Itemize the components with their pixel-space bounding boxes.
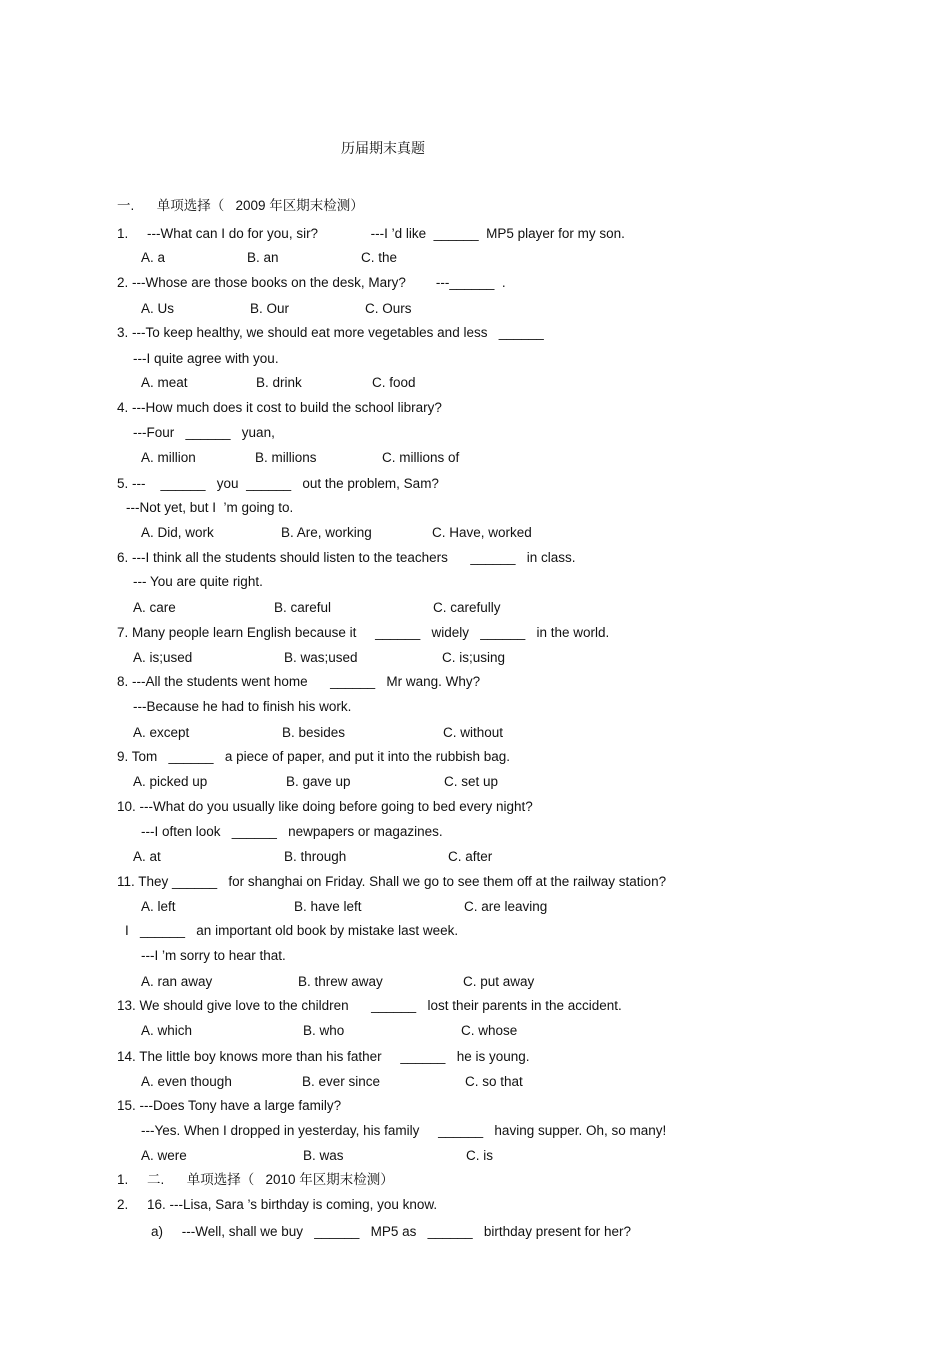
exam-line: 2. ---Whose are those books on the desk, Mary? ---______ . xyxy=(117,275,506,290)
exam-line: B. gave up xyxy=(286,774,351,789)
exam-line: B. was;used xyxy=(284,650,358,665)
exam-line: A. meat xyxy=(141,375,188,390)
exam-line: ---I quite agree with you. xyxy=(133,351,279,366)
exam-line: A. were xyxy=(141,1148,187,1163)
exam-line: A. left xyxy=(141,899,176,914)
exam-line: 6. ---I think all the students should listen to the teachers ______ in class. xyxy=(117,550,576,565)
exam-line: 5. --- ______ you ______ out the problem, Sam? xyxy=(117,476,439,491)
exam-line: 9. Tom ______ a piece of paper, and put it into the rubbish bag. xyxy=(117,749,511,764)
exam-line: C. Ours xyxy=(365,301,412,316)
exam-line: C. carefully xyxy=(433,600,501,615)
exam-line: A. Did, work xyxy=(141,525,214,540)
exam-line: A. at xyxy=(133,849,161,864)
exam-line: C. the xyxy=(361,250,398,265)
exam-line: A. million xyxy=(141,450,196,465)
exam-line: --- You are quite right. xyxy=(133,574,263,589)
exam-line: A. is;used xyxy=(133,650,193,665)
exam-line: B. Our xyxy=(250,301,290,316)
exam-line: C. millions of xyxy=(382,450,460,465)
exam-line: C. without xyxy=(443,725,504,740)
exam-line: 一. 单项选择（ 2009 年区期末检测） xyxy=(117,198,364,213)
exam-line: B. drink xyxy=(256,375,302,390)
exam-line: A. even though xyxy=(141,1074,232,1089)
exam-line: B. millions xyxy=(255,450,317,465)
exam-line: C. Have, worked xyxy=(432,525,532,540)
exam-line: 14. The little boy knows more than his father ______ he is young. xyxy=(117,1049,530,1064)
exam-line: A. care xyxy=(133,600,176,615)
exam-line: B. Are, working xyxy=(281,525,372,540)
exam-line: A. ran away xyxy=(141,974,213,989)
exam-line: ---Yes. When I dropped in yesterday, his family ______ having supper. Oh, so many! xyxy=(141,1123,667,1138)
exam-line: C. so that xyxy=(465,1074,523,1089)
exam-line: B. who xyxy=(303,1023,345,1038)
exam-line: B. have left xyxy=(294,899,362,914)
exam-line: A. except xyxy=(133,725,190,740)
exam-line: C. put away xyxy=(463,974,535,989)
exam-line: a) ---Well, shall we buy ______ MP5 as ______ birthday present for her? xyxy=(151,1224,631,1239)
exam-line: 1. 二. 单项选择（ 2010 年区期末检测） xyxy=(117,1172,394,1187)
exam-line: ---Because he had to finish his work. xyxy=(133,699,352,714)
exam-line: C. whose xyxy=(461,1023,518,1038)
exam-line: I ______ an important old book by mistake last week. xyxy=(125,923,459,938)
exam-line: C. after xyxy=(448,849,493,864)
page-title: 历届期末真题 xyxy=(341,141,425,157)
exam-line: C. food xyxy=(372,375,416,390)
exam-line: B. besides xyxy=(282,725,346,740)
exam-line: A. Us xyxy=(141,301,175,316)
exam-line: B. threw away xyxy=(298,974,383,989)
exam-line: C. is xyxy=(466,1148,493,1163)
exam-line: ---Four ______ yuan, xyxy=(133,425,275,440)
exam-line: 2. 16. ---Lisa, Sara ’s birthday is coming, you know. xyxy=(117,1197,438,1212)
exam-line: 4. ---How much does it cost to build the school library? xyxy=(117,400,442,415)
exam-line: B. through xyxy=(284,849,347,864)
exam-line: 11. They ______ for shanghai on Friday. Shall we go to see them off at the railway station? xyxy=(117,874,667,889)
exam-line: C. is;using xyxy=(442,650,506,665)
exam-line: A. a xyxy=(141,250,166,265)
exam-line: C. are leaving xyxy=(464,899,548,914)
exam-line: A. picked up xyxy=(133,774,208,789)
exam-line: ---I often look ______ newpapers or magazines. xyxy=(141,824,443,839)
exam-line: C. set up xyxy=(444,774,499,789)
exam-line: B. careful xyxy=(274,600,332,615)
exam-line: ---I ’m sorry to hear that. xyxy=(141,948,286,963)
exam-line: 15. ---Does Tony have a large family? xyxy=(117,1098,342,1113)
exam-line: A. which xyxy=(141,1023,193,1038)
exam-line: B. an xyxy=(247,250,279,265)
exam-line: 3. ---To keep healthy, we should eat more vegetables and less ______ xyxy=(117,325,544,340)
exam-line: 1. ---What can I do for you, sir? ---I ’d like ______ MP5 player for my son. xyxy=(117,226,625,241)
exam-line: B. ever since xyxy=(302,1074,381,1089)
exam-line: 7. Many people learn English because it ______ widely ______ in the world. xyxy=(117,625,610,640)
exam-line: 8. ---All the students went home ______ Mr wang. Why? xyxy=(117,674,481,689)
exam-line: 13. We should give love to the children ______ lost their parents in the accident. xyxy=(117,998,622,1013)
exam-line: B. was xyxy=(303,1148,344,1163)
exam-line: 10. ---What do you usually like doing before going to bed every night? xyxy=(117,799,533,814)
exam-line: ---Not yet, but I ’m going to. xyxy=(126,500,294,515)
